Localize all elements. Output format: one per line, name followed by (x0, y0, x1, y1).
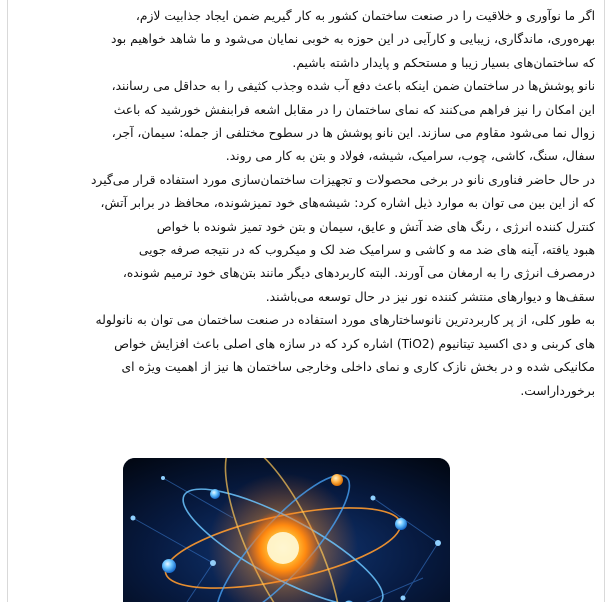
text-line: درمصرف انرژی را به ارمغان می آورند. البته کاربردهای دیگر مانند بتن‌های خود ترمیم شونده، (122, 266, 595, 281)
atom-image (123, 458, 450, 602)
text-line: این امکان را نیز فراهم می‌کنند که نمای ساختمان را در مقابل اشعه فرابنفش خورشید که باعث (113, 102, 595, 117)
page-border-left (7, 0, 8, 602)
text-line: های کربنی و دی اکسید تیتانیوم (TiO2) اشاره کرد که در سازه های اصلی باعث افزایش خواص (114, 336, 595, 351)
text-line: که ساختمان‌های بسیار زیبا و مستحکم و پایدار داشته باشیم. (292, 55, 595, 70)
paragraph-4 (20, 309, 595, 403)
text-line: به طور کلی، از پر کاربردترین نانوساختارهای مورد استفاده در صنعت ساختمان می توان به نانولوله (95, 313, 595, 328)
text-line: نانو پوشش‌ها در ساختمان ضمن اینکه باعث دفع آب شده وجذب کثیفی را به حداقل می رسانند، (111, 79, 595, 94)
text-line: هبود یافته، آینه های ضد مه و کاشی و سرامیک ضد لک و میکروب که در نتیجه صرفه جویی (138, 243, 595, 258)
text-line: که از این بین می توان به موارد ذیل اشاره کرد: شیشه‌های خود تمیزشونده، محافظ در برابر آتش، (100, 196, 595, 211)
text-line: اگر ما نوآوری و خلاقیت را در صنعت ساختمان کشور به کار گیریم ضمن ایجاد جذابیت لازم، (135, 9, 595, 23)
page-border-right (604, 0, 605, 602)
body-text (20, 5, 595, 403)
paragraph-3 (20, 169, 595, 309)
text-line: سقف‌ها و دیوارهای منتشر کننده نور نیز در حال توسعه می‌باشند. (265, 289, 595, 304)
text-line: مکانیکی شده و در بخش نازک کاری و نمای داخلی وخارجی ساختمان ها نیز از اهمیت ویژه ای (121, 360, 595, 375)
atom-illustration (123, 458, 450, 602)
text-line: برخورداراست. (520, 383, 595, 398)
text-line: زوال نما می‌شود مقاوم می سازند. این نانو پوشش ها در سطوح مختلفی از جمله: سیمان، آجر، (111, 126, 595, 141)
text-line: کنترل کننده انرژی ، رنگ های ضد آتش و عایق، سیمان و بتن خود تمیز شونده با خواص (156, 219, 595, 234)
text-line: بهره‌وری، ماندگاری، زیبایی و کارآیی در این حوزه به خوبی نمایان می‌شود و ما شاهد خواهیم بود (110, 32, 595, 47)
text-line: در حال حاضر فناوری نانو در برخی محصولات و تجهیزات ساختمان‌سازی مورد استفاده قرار می‌گیرد (90, 172, 595, 187)
paragraph-2 (20, 75, 595, 169)
text-line: سفال، سنگ، کاشی، چوب، سرامیک، شیشه، فولاد و بتن به کار می روند. (225, 149, 595, 164)
paragraph-1 (20, 5, 595, 75)
